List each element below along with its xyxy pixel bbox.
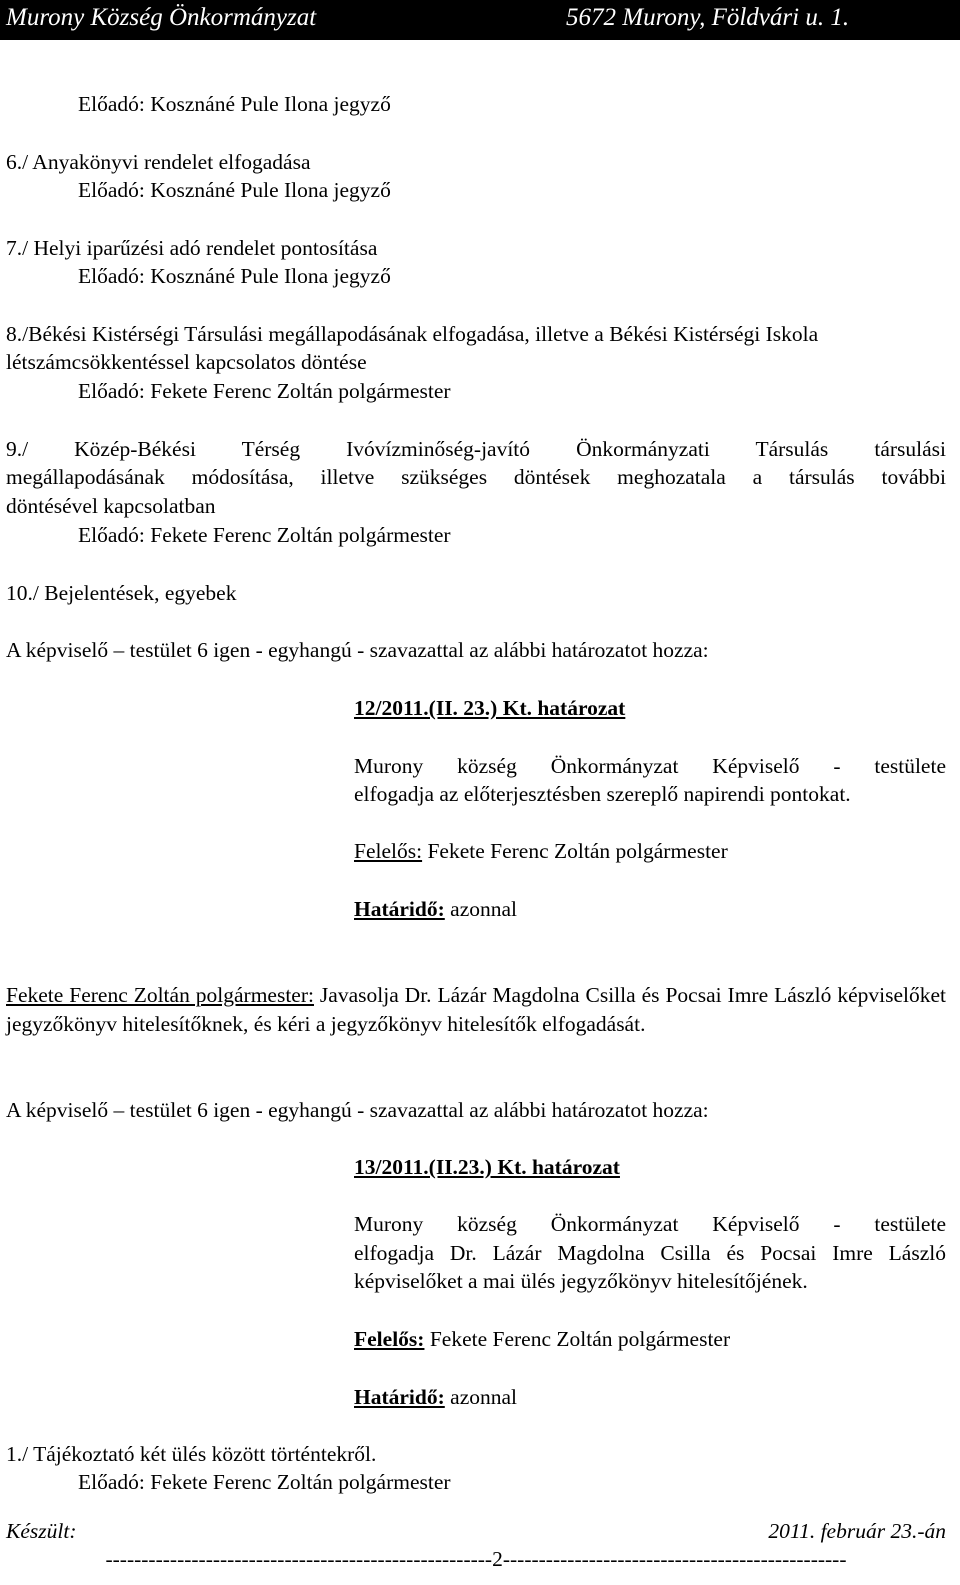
item9-line1: 9./ Közép-Békési Térség Ivóvízminőség-javító Önkormányzati Társulás társulási [6,437,946,461]
item6-presenter: Előadó: Kosznáné Pule Ilona jegyző [78,178,391,202]
deadline-label: Határidő: [354,1385,445,1409]
header-organization: Murony Község Önkormányzat [6,4,317,31]
item9-line3: döntésével kapcsolatban [6,494,216,518]
resolution-13-title: 13/2011.(II.23.) Kt. határozat [354,1155,620,1179]
resolution-12-line1: Murony község Önkormányzat Képviselő - testülete [354,754,946,778]
item6-title: 6./ Anyakönyvi rendelet elfogadása [6,150,311,174]
speech-text: Javasolja Dr. Lázár Magdolna Csilla és Pocsai Imre László képviselőket jegyzőkönyv hitelesítőknek, és kéri a jegyzőkönyv hitelesítők elfogadását. [6,983,946,1036]
vote-statement-2: A képviselő – testület 6 igen - egyhangú - szavazattal az alábbi határozatot hozza: [6,1098,709,1122]
responsible-value: Fekete Ferenc Zoltán polgármester [422,839,728,863]
item1-title: 1./ Tájékoztató két ülés között történtekről. [6,1442,377,1466]
item9-presenter: Előadó: Fekete Ferenc Zoltán polgármester [78,523,451,547]
footer-date: 2011. február 23.-án [768,1519,946,1543]
deadline-label: Határidő: [354,897,445,921]
deadline-value: azonnal [444,1385,518,1409]
item1-presenter: Előadó: Fekete Ferenc Zoltán polgármester [78,1470,451,1494]
deadline-value: azonnal [444,897,518,921]
header-address: 5672 Murony, Földvári u. 1. [566,4,850,31]
resolution-13-responsible [354,1326,730,1353]
item10-title: 10./ Bejelentések, egyebek [6,581,237,605]
item8-line1: 8./Békési Kistérségi Társulási megállapodásának elfogadása, illetve a Békési Kistérségi Iskola [6,322,819,346]
resolution-13-line2: elfogadja Dr. Lázár Magdolna Csilla és Pocsai Imre László [354,1241,946,1265]
item7-presenter: Előadó: Kosznáné Pule Ilona jegyző [78,264,391,288]
item5-presenter: Előadó: Kosznáné Pule Ilona jegyző [78,92,391,116]
responsible-label: Felelős: [354,1327,425,1351]
page-number-rule: ------------------------------------------------------2------------------------------------------------ [105,1547,847,1571]
item7-title: 7./ Helyi iparűzési adó rendelet pontosítása [6,236,378,260]
item9-line2: megállapodásának módosítása, illetve szükséges döntések meghozatala a társulás további [6,465,946,489]
responsible-value: Fekete Ferenc Zoltán polgármester [424,1327,731,1351]
vote-statement-1: A képviselő – testület 6 igen - egyhangú - szavazattal az alábbi határozatot hozza: [6,638,709,662]
item8-presenter: Előadó: Fekete Ferenc Zoltán polgármester [78,379,451,403]
footer-made-label: Készült: [6,1519,77,1543]
resolution-12-deadline [354,896,517,923]
resolution-12-responsible [354,838,728,865]
resolution-13-line3: képviselőket a mai ülés jegyzőkönyv hitelesítőjének. [354,1269,808,1293]
item8-line2: létszámcsökkentéssel kapcsolatos döntése [6,350,367,374]
resolution-12-line2: elfogadja az előterjesztésben szereplő napirendi pontokat. [354,782,851,806]
speech-speaker: Fekete Ferenc Zoltán polgármester: [6,983,314,1007]
resolution-13-deadline [354,1384,517,1411]
resolution-13-line1: Murony község Önkormányzat Képviselő - testülete [354,1212,946,1236]
resolution-12-title: 12/2011.(II. 23.) Kt. határozat [354,696,626,720]
page-header [0,0,960,40]
responsible-label: Felelős: [354,839,423,863]
mayor-speech [6,981,946,1038]
